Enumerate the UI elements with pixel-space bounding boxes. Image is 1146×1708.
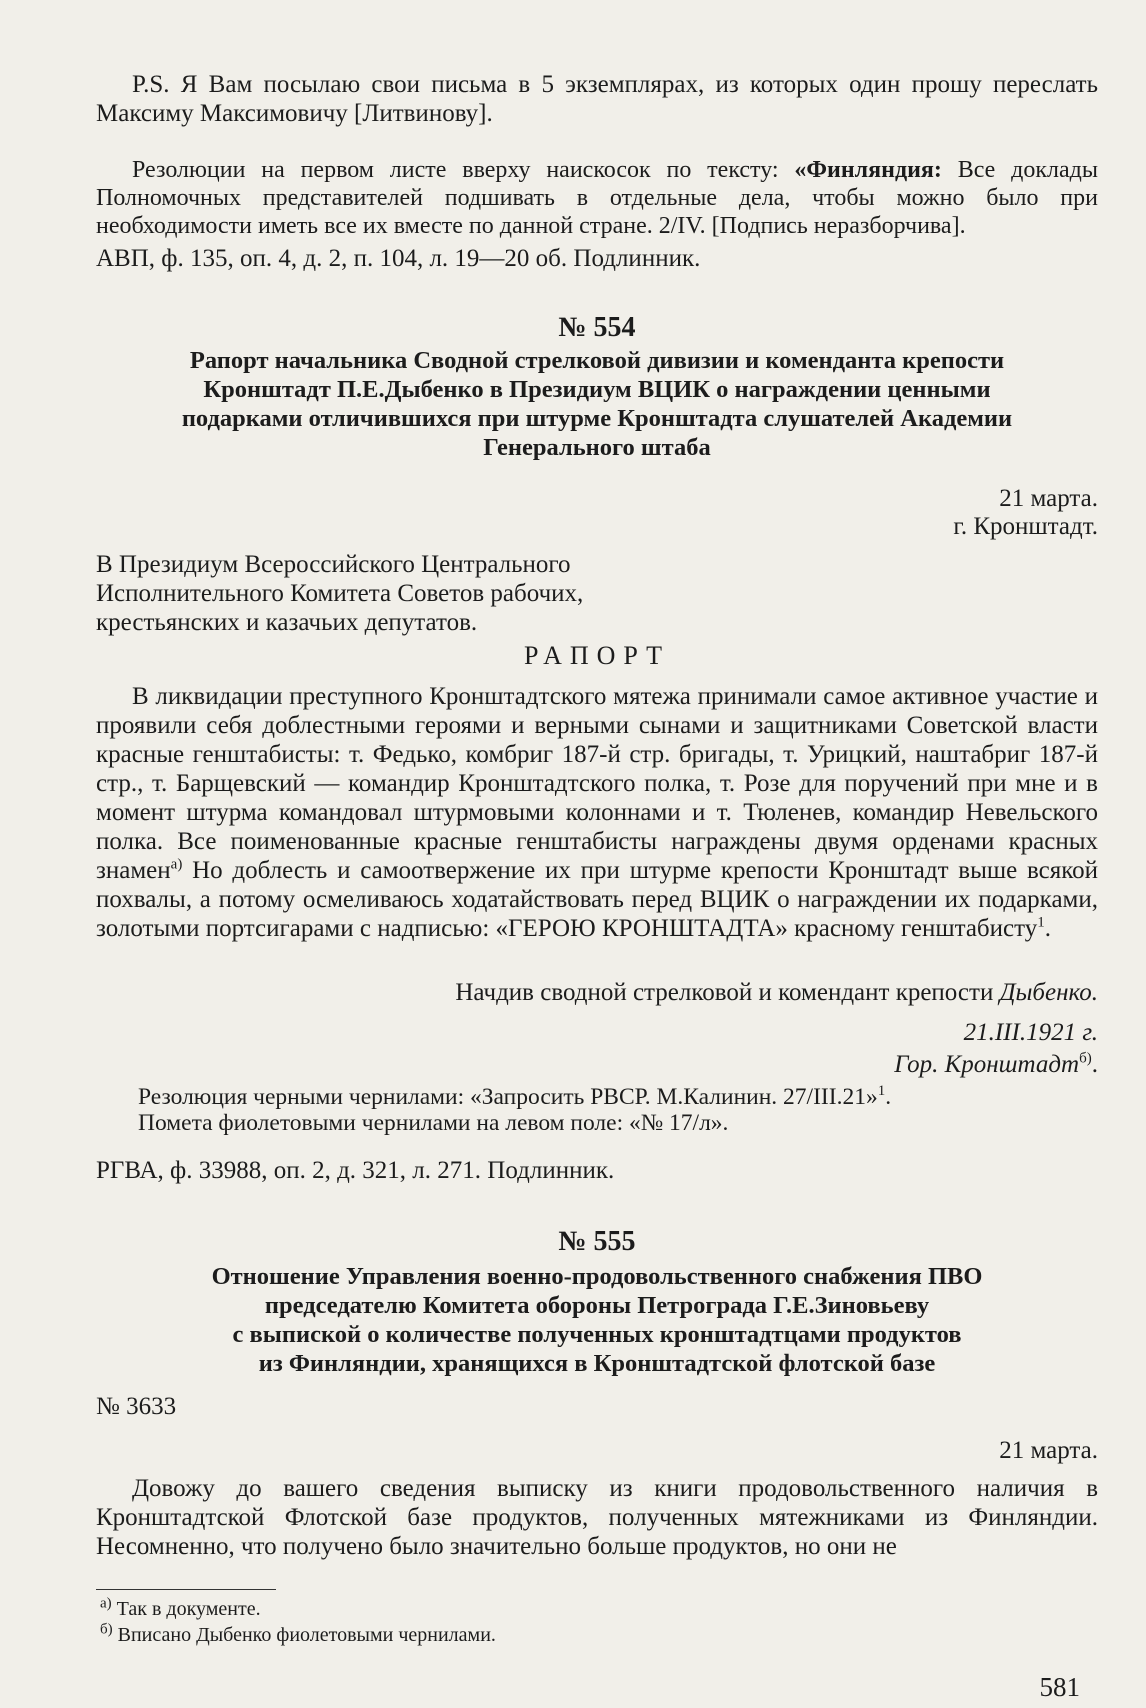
resolution-paragraph: Резолюции на первом листе вверху наискосок по тексту: «Финляндия: Все доклады Полномочных представителей подшивать в отдельные дела, чтобы можно было при необходимости иметь все их вместе по данной стране. 2/IV. [Подпись неразборчива]. (96, 157, 1098, 239)
document-title-555: Отношение Управления военно-продовольственного снабжения ПВО председателю Комитета обороны Петрограда Г.Е.Зиновьеву с выпиской о количестве полученных кронштадтцами продуктов из Финляндии, хранящихся в Кронштадтской флотской базе (211, 1263, 983, 1377)
resolution-554: Резолюция черными чернилами: «Запросить РВСР. М.Калинин. 27/III.21»$^1$. (138, 1083, 892, 1110)
footnote-ref-b: б) (1079, 1050, 1092, 1067)
addressee-block: В Президиум Всероссийского Центрального Исполнительного Комитета Советов рабочих, крестьянских и казачьих депутатов. (96, 551, 584, 636)
footnote-divider (96, 1589, 276, 1590)
document-date-554: 21 марта. (999, 485, 1098, 512)
page-number: 581 (1039, 1672, 1080, 1702)
report-heading: РАПОРТ (523, 641, 671, 670)
document-place-554: г. Кронштадт. (953, 513, 1098, 540)
archive-reference-1: АВП, ф. 135, оп. 4, д. 2, п. 104, л. 19—20 об. Подлинник. (96, 245, 701, 272)
footnote-a: $^{а)}$ Так в документе. (100, 1595, 261, 1620)
document-date-555: 21 марта. (999, 1437, 1098, 1464)
signature-place: Гор. Кронштадт$^{б)}$. (894, 1050, 1098, 1078)
document-title-554: Рапорт начальника Сводной стрелковой дивизии и коменданта крепости Кронштадт П.Е.Дыбенко в Президиум ВЦИК о награждении ценными подарками отличившихся при штурме Кронштадта слушателей Академии Генерального штаба (181, 347, 1013, 461)
document-number-555: № 555 (558, 1226, 636, 1257)
report-body: В ликвидации преступного Кронштадтского мятежа принимали самое активное участие и проявили себя доблестными героями и верными сынами и защитниками Советской власти красные генштабисты: т. Федько, комбриг 187-й стр. бригады, т. Урицкий, наштабриг 187-й стр., т. Барщевский — командир Кронштадтского полка, т. Розе для поручений при мне и в момент штурма командовал штурмовыми колоннами и т. Тюленев, командир Невельского полка. Все поименованные красные генштабисты награждены двумя орденами красных знамен$^{а)}$ Но доблесть и самоотвержение их при штурме крепости Кронштадт выше всякой похвалы, а потому осмеливаюсь ходатайствовать перед ВЦИК о награждении их подарками, золотыми портсигарами с надписью: «ГЕРОЮ КРОНШТАДТА» красному генштабисту$^1$. (96, 683, 1098, 942)
signature-date: 21.III.1921 г. (963, 1019, 1098, 1046)
archive-reference-2: РГВА, ф. 33988, оп. 2, д. 321, л. 271. Подлинник. (96, 1157, 615, 1184)
note-554: Помета фиолетовыми чернилами на левом поле: «№ 17/л». (138, 1110, 729, 1136)
outgoing-number: № 3633 (96, 1393, 177, 1420)
document-number-554: № 554 (558, 312, 636, 343)
signature-line: Начдив сводной стрелковой и комендант крепости Дыбенко. (455, 979, 1098, 1006)
ps-paragraph: P.S. Я Вам посылаю свои письма в 5 экземплярах, из которых один прошу переслать Максиму Максимовичу [Литвинову]. (96, 71, 1098, 127)
document-body-555: Довожу до вашего сведения выписку из книги продовольственного наличия в Кронштадтской Флотской базе продуктов, полученных мятежниками из Финляндии. Несомненно, что получено было значительно больше продуктов, но они не (96, 1475, 1098, 1560)
footnote-ref-a: а) (170, 856, 183, 873)
footnote-ref-1: 1 (1037, 914, 1045, 931)
footnote-b: $^{б)}$ Вписано Дыбенко фиолетовыми чернилами. (100, 1621, 496, 1646)
